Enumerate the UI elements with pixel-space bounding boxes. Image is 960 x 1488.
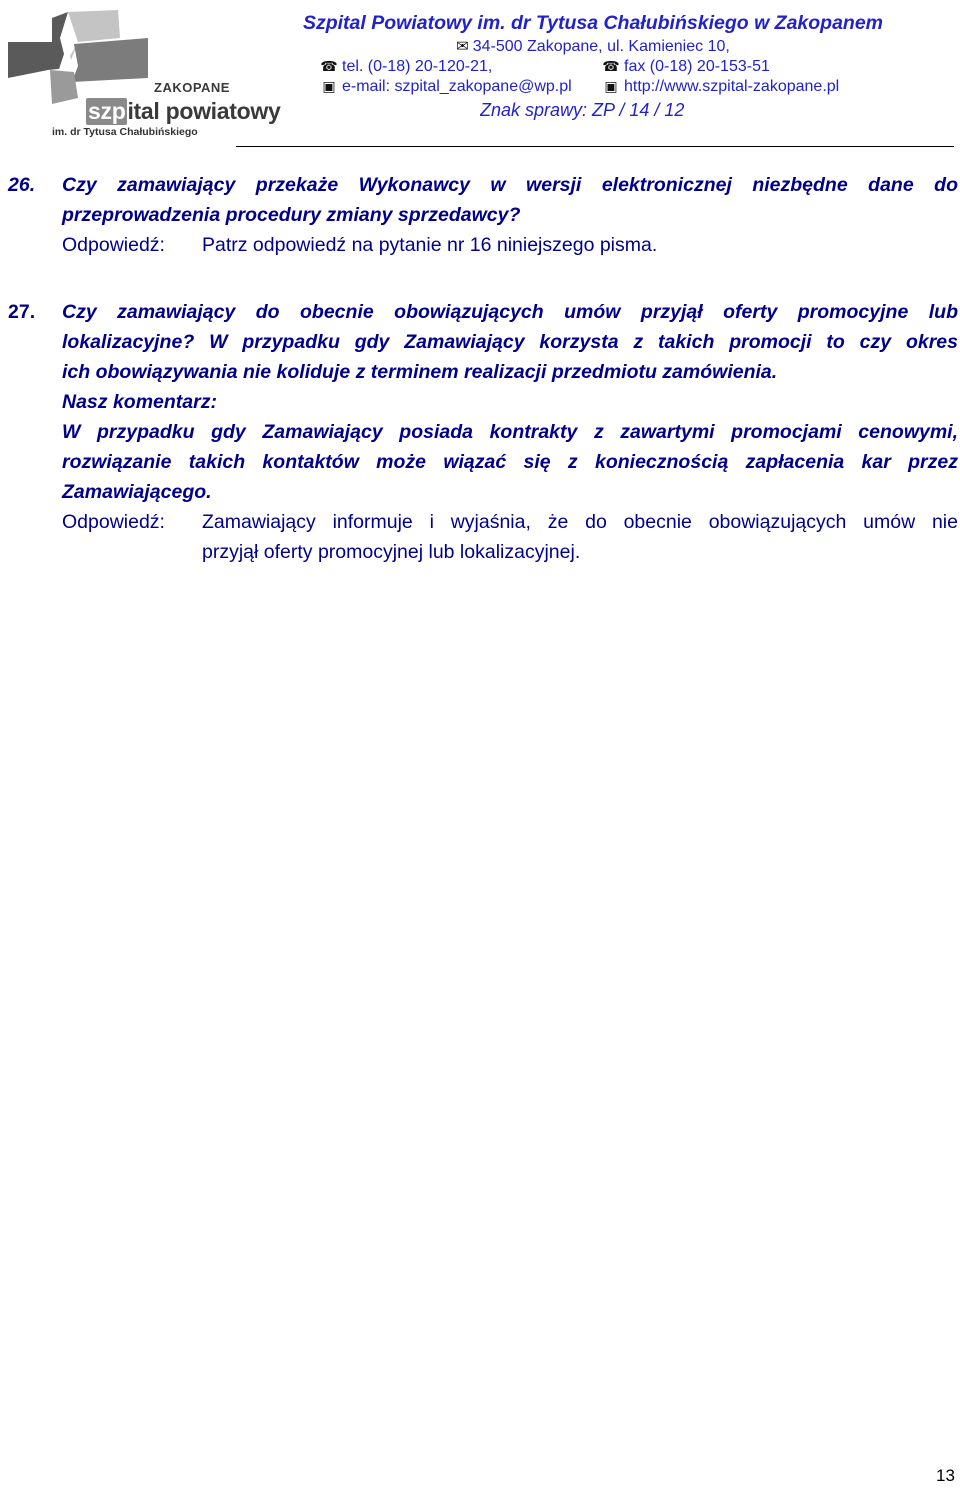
email-entry[interactable] (320, 78, 572, 96)
computer-icon: ▣ (322, 78, 336, 94)
item-26-answer-label: Odpowiedź: (62, 234, 165, 256)
fax-icon: ☎ (602, 58, 620, 74)
page-number: 13 (936, 1466, 955, 1485)
item-27-answer-line-1: Zamawiający informuje i wyjaśnia, że do obecnie obowiązujących umów nie (202, 511, 958, 533)
item-26-question-line-1: Czy zamawiający przekaże Wykonawcy w wersji elektronicznej niezbędne dane do (62, 174, 958, 196)
website-entry[interactable] (602, 78, 839, 96)
website-text[interactable]: http://www.szpital-zakopane.pl (624, 78, 840, 95)
phone-text: tel. (0-18) 20-120-21, (342, 58, 493, 75)
phone-entry (320, 58, 492, 76)
item-27-answer-line-2: przyjął oferty promocyjnej lub lokalizacyjnej. (202, 541, 581, 563)
item-27-number: 27. (8, 301, 36, 323)
logo-subtitle: im. dr Tytusa Chałubińskiego (52, 126, 198, 138)
logo-name-prefix: szp (88, 98, 126, 124)
logo-name-suffix: ital powiatowy (127, 98, 281, 124)
logo-wordmark: ZAKOPANE (154, 80, 230, 95)
fax-text: fax (0-18) 20-153-51 (624, 58, 770, 75)
address-line (236, 37, 950, 56)
fax-entry (602, 58, 770, 76)
item-27-comment-line-1: W przypadku gdy Zamawiający posiada kontrakty z zawartymi promocjami cenowymi, (62, 421, 958, 443)
phone-icon: ☎ (320, 58, 338, 74)
address-text: 34-500 Zakopane, ul. Kamieniec 10, (472, 38, 730, 55)
header-divider (236, 146, 954, 147)
item-27-comment-line-3: Zamawiającego. (62, 481, 212, 503)
item-27-question-line-3: ich obowiązywania nie koliduje z terminem realizacji przedmiotu zamówienia. (62, 361, 778, 383)
logo-name (86, 98, 280, 125)
reference-number: Znak sprawy: ZP / 14 / 12 (480, 100, 685, 120)
envelope-icon: ✉ (456, 38, 469, 55)
item-26-answer-line-1: Patrz odpowiedź na pytanie nr 16 niniejszego pisma. (202, 234, 658, 256)
item-27-answer-label: Odpowiedź: (62, 511, 165, 533)
item-27-question-line-1: Czy zamawiający do obecnie obowiązujących umów przyjął oferty promocyjne lub (62, 301, 958, 323)
item-27-comment-label: Nasz komentarz: (62, 391, 217, 413)
item-27-comment-line-2: rozwiązanie takich kontaktów może wiązać się z koniecznością zapłacenia kar przez (62, 451, 958, 473)
hospital-logo (8, 8, 281, 142)
item-26-question-line-2: przeprowadzenia procedury zmiany sprzedawcy? (62, 204, 521, 226)
email-text[interactable]: e-mail: szpital_zakopane@wp.pl (342, 78, 572, 95)
item-26-number: 26. (8, 174, 36, 196)
computer-icon: ▣ (604, 78, 618, 94)
hospital-title: Szpital Powiatowy im. dr Tytusa Chałubińskiego w Zakopanem (302, 12, 884, 34)
item-27-question-line-2: lokalizacyjne? W przypadku gdy Zamawiający korzysta z takich promocji to czy okres (62, 331, 958, 353)
